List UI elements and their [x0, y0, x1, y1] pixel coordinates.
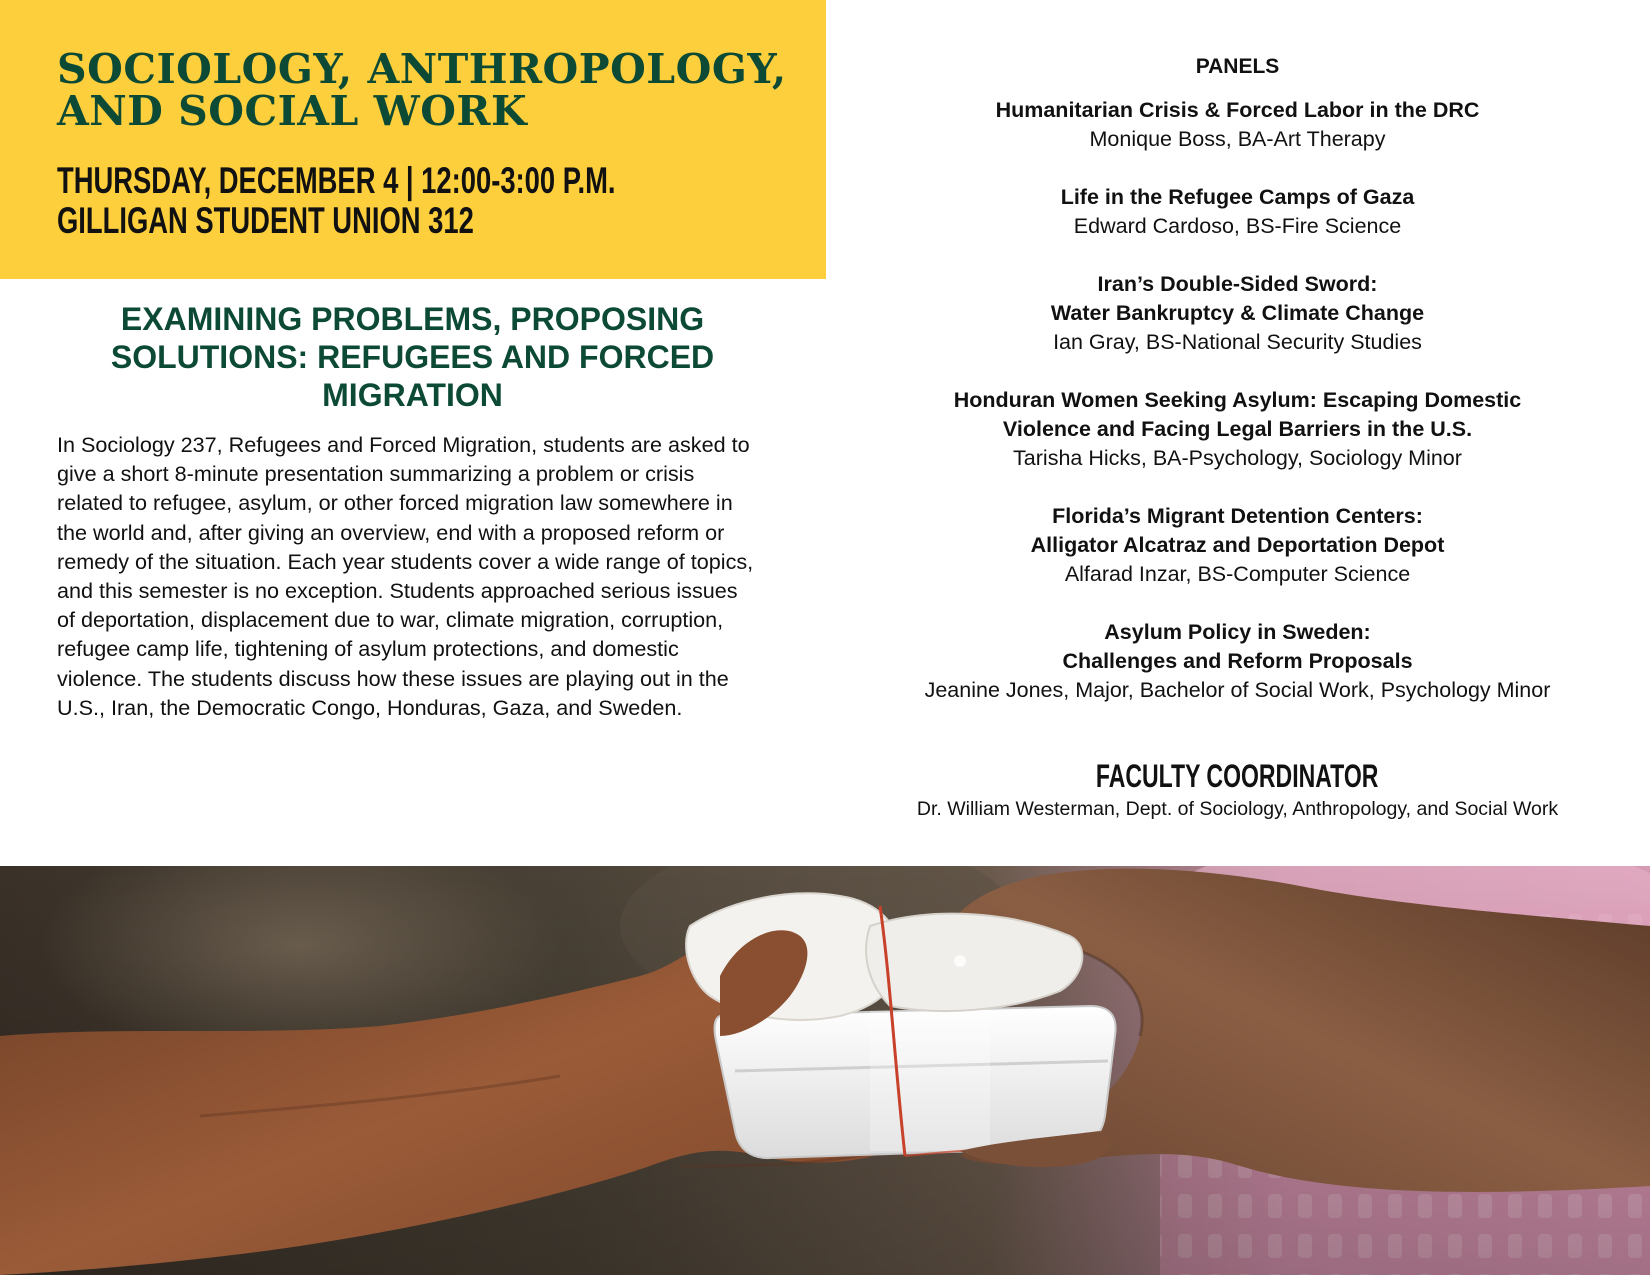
panels-column: [880, 54, 1595, 822]
panels-heading: PANELS: [1195, 55, 1280, 78]
section-body: In Sociology 237, Refugees and Forced Migration, students are asked to give a short 8-minute presentation summarizing a problem or crisis related to refugee, asylum, or other forced migration law somewhere in the world and, after giving an overview, end with a proposed reform or remedy of the situation. Each year students cover a wide range of topics, and this semester is no exception. Students approached serious issues of deportation, displacement due to war, climate migration, corruption, refugee camp life, tightening of asylum protections, and domestic violence. The students discuss how these issues are playing out in the U.S., Iran, the Democratic Congo, Honduras, Gaza, and Sweden.: [57, 432, 754, 720]
panel-item: [880, 183, 1595, 241]
panel-presenter: Tarisha Hicks, BA-Psychology, Sociology Minor: [1013, 446, 1462, 470]
panel-title: Challenges and Reform Proposals: [1062, 649, 1413, 673]
panel-presenter: Monique Boss, BA-Art Therapy: [1089, 127, 1386, 151]
section-heading: EXAMINING PROBLEMS, PROPOSING SOLUTIONS: REFUGEES AND FORCED MIGRATION: [110, 301, 715, 413]
panel-item: [880, 618, 1595, 705]
panel-title: Violence and Facing Legal Barriers in the U.S.: [1002, 417, 1473, 441]
event-location: GILLIGAN STUDENT UNION 312: [57, 200, 474, 241]
event-date-time: THURSDAY, DECEMBER 4 | 12:00-3:00 P.M.: [57, 160, 616, 201]
panel-title: Water Bankruptcy & Climate Change: [1050, 301, 1425, 325]
panel-title: Asylum Policy in Sweden:: [1104, 620, 1371, 644]
panel-item: [880, 96, 1595, 154]
hands-passing-food-icon: [0, 866, 1650, 1275]
panel-presenter: Alfarad Inzar, BS-Computer Science: [1064, 562, 1411, 586]
department-title: SOCIOLOGY, ANTHROPOLOGY, AND SOCIAL WORK: [57, 45, 787, 135]
panel-presenter: Jeanine Jones, Major, Bachelor of Social Work, Psychology Minor: [924, 678, 1551, 702]
panel-item: [880, 270, 1595, 357]
faculty-name: Dr. William Westerman, Dept. of Sociology, Anthropology, and Social Work: [916, 798, 1559, 820]
photo-hands-passing-food: [0, 866, 1650, 1275]
faculty-heading: FACULTY COORDINATOR: [1096, 758, 1379, 794]
panel-title: Iran’s Double-Sided Sword:: [1097, 272, 1378, 296]
panel-item: [880, 386, 1595, 473]
panel-title: Florida’s Migrant Detention Centers:: [1052, 504, 1423, 528]
panel-title: Life in the Refugee Camps of Gaza: [1060, 185, 1415, 209]
panel-presenter: Ian Gray, BS-National Security Studies: [1053, 330, 1422, 354]
panel-item: [880, 502, 1595, 589]
panel-title: Alligator Alcatraz and Deportation Depot: [1030, 533, 1445, 557]
panel-title: Honduran Women Seeking Asylum: Escaping Domestic: [953, 388, 1522, 412]
panel-title: Humanitarian Crisis & Forced Labor in the DRC: [995, 98, 1480, 122]
event-header: [0, 0, 826, 279]
panel-presenter: Edward Cardoso, BS-Fire Science: [1073, 214, 1402, 238]
